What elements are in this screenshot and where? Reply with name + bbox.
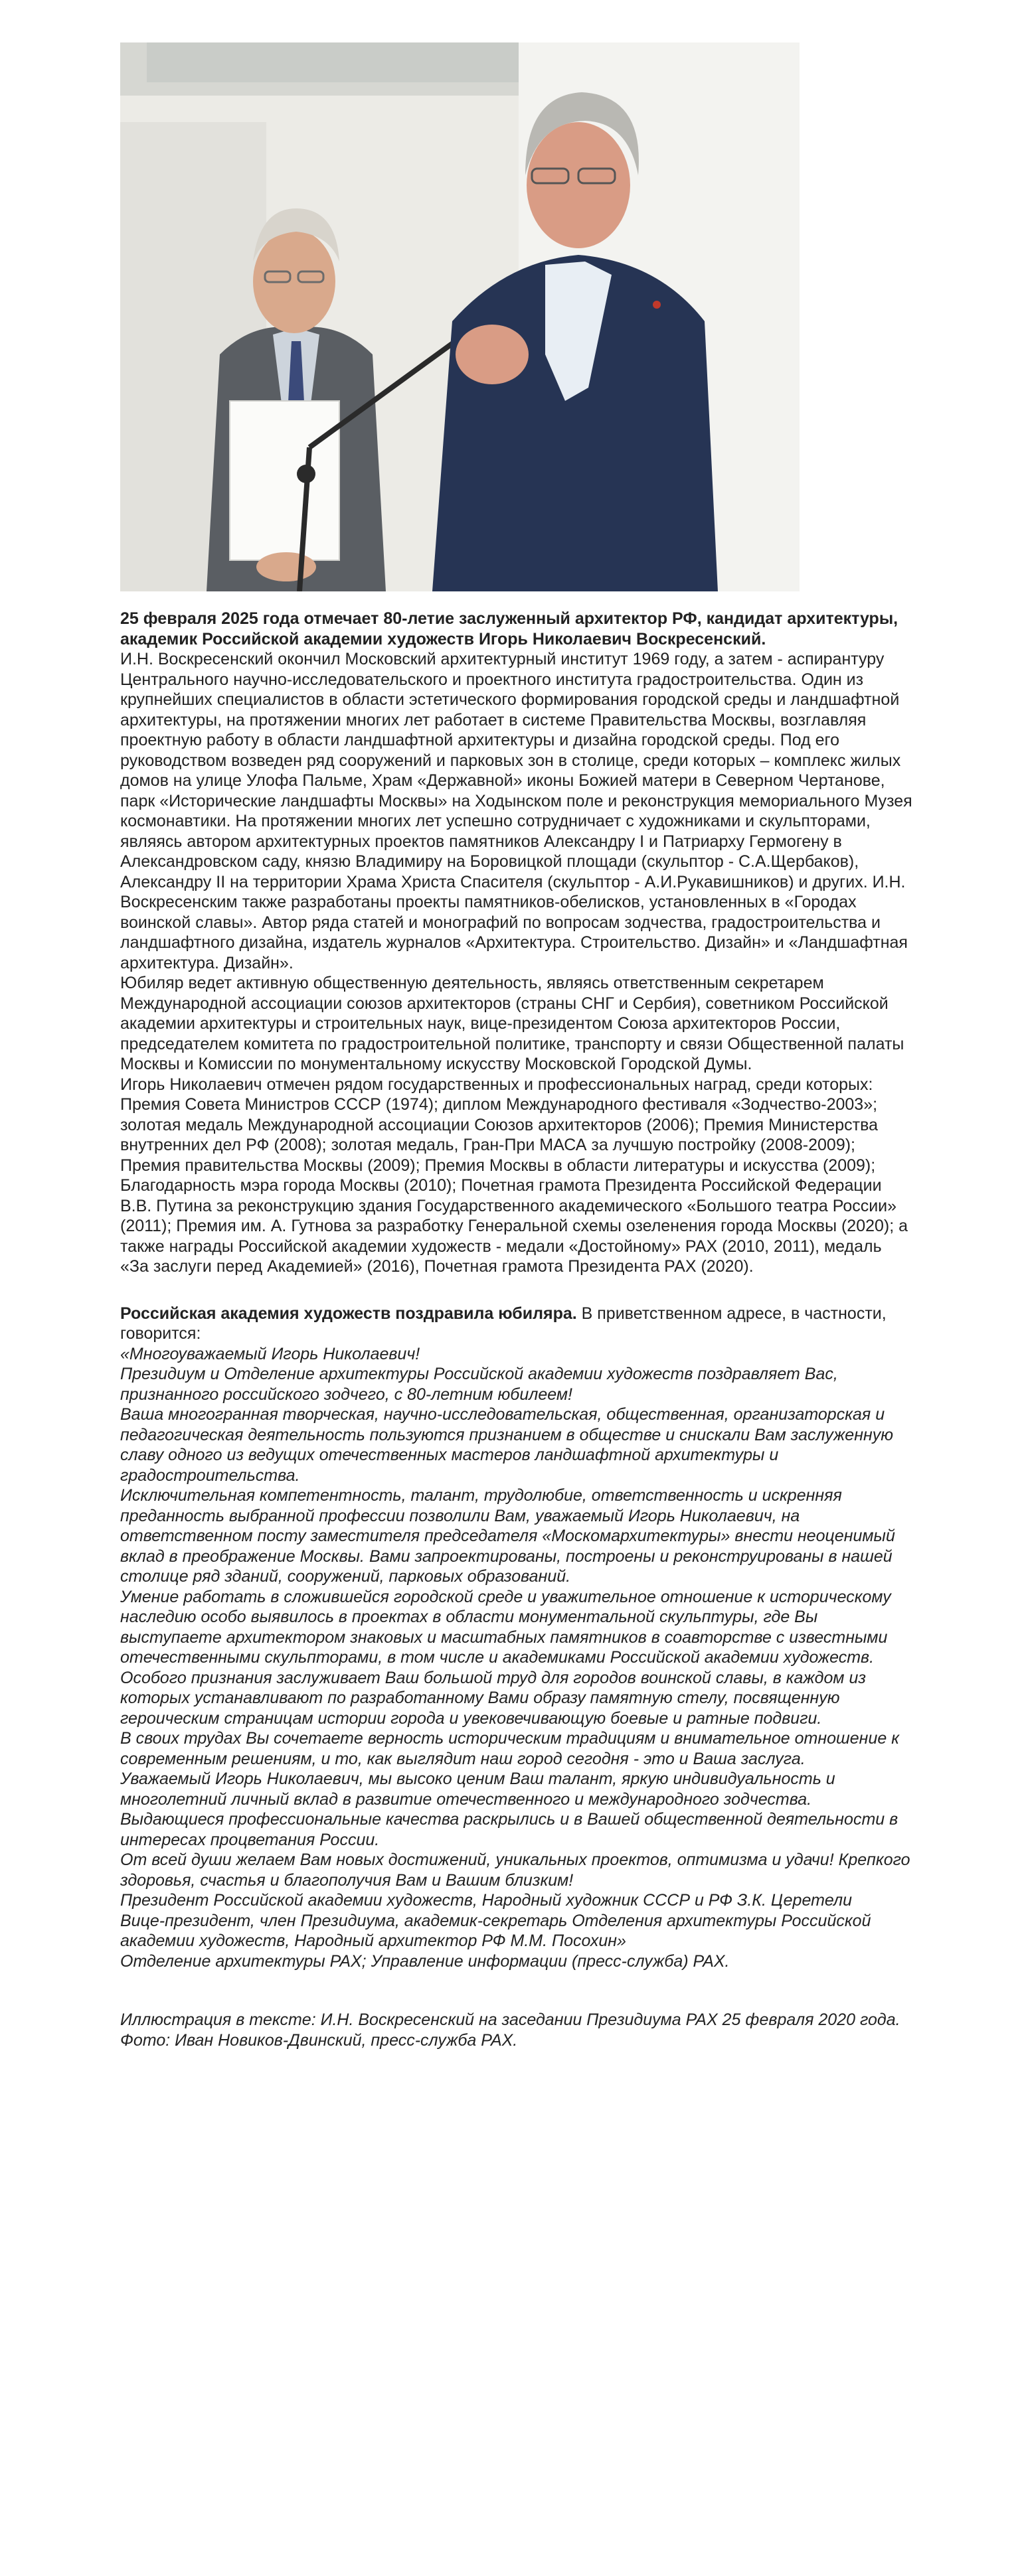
photo-two-men-with-microphone-icon xyxy=(120,42,800,591)
greeting-intro-bold: Российская академия художеств поздравила юбиляра. xyxy=(120,1304,577,1323)
article-paragraph-awards: Игорь Николаевич отмечен рядом государственных и профессиональных наград, среди которых: Премия Совета Министров СССР (1974); диплом Международного фестиваля «Зодчество-2003»; золотая медаль Международной ассоциации Союзов архитекторов (2006); Премия Министерства внутренних дел РФ (2008); золотая медаль, Гран-При МАСА за лучшую постройку (2008-2009); Премия правительства Москвы (2009); Премия Москвы в области литературы и искусства (2009); Благодарность мэра города Москвы (2010); Почетная грамота Президента Российской Федерации В.В. Путина за реконструкцию здания Государственного академического «Большого театра России» (2011); Премия им. А. Гутнова за разработку Генеральной схемы озеленения города Москвы (2020); а также награды Российской академии художеств - медали «Достойному» РАХ (2010, 2011), медаль «За заслуги перед Академией» (2016), Почетная грамота Президента РАХ (2020). xyxy=(120,1075,908,1276)
article xyxy=(120,42,914,2067)
article-paragraph-biography: И.Н. Воскресенский окончил Московский архитектурный институт 1969 году, а затем - аспирантуру Центрального научно-исследовательского и проектного института градостроительства. Один из крупнейших специалистов в области эстетического формирования городской среды и ландшафтной архитектуры, на протяжении многих лет работает в системе Правительства Москвы, возглавляя проектную работу в области ландшафтной архитектуры и дизайна городской среды. Под его руководством возведен ряд сооружений и парковых зон в столице, среди которых – комплекс жилых домов на улице Улофа Пальме, Храм «Державной» иконы Божией матери в Северном Чертанове, парк «Исторические ландшафты Москвы» на Ходынском поле и реконструкция мемориального Музея космонавтики. На протяжении многих лет успешно сотрудничает с художниками и скульпторами, являясь автором архитектурных проектов памятников Александру I и Патриарху Гермогену в Александровском саду, князю Владимиру на Боровицкой площади (скульптор - С.А.Щербаков), Александру II на территории Храма Христа Спасителя (скульптор - А.И.Рукавишников) и других. И.Н. Воскресенским также разработаны проекты памятников-обелисков, установленных в «Городах воинской славы». Автор ряда статей и монографий по вопросам зодчества, градостроительства и ландшафтного дизайна, издатель журналов «Архитектура. Строительство. Дизайн» и «Ландшафтная архитектура. Дизайн». xyxy=(120,650,912,972)
greeting-signature-president: Президент Российской академии художеств, Народный художник СССР и РФ З.К. Церетели xyxy=(120,1891,852,1910)
greeting-line: Исключительная компетентность, талант, трудолюбие, ответственность и искренняя преданность выбранной профессии позволили Вам, уважаемый Игорь Николаевич, на ответственном посту заместителя председателя «Москомархитектуры» внести неоценимый вклад в преображение Москвы. Вами запроектированы, построены и реконструированы в нашей столице ряд зданий, сооружений, парковых образований. xyxy=(120,1486,895,1586)
greeting-line: Ваша многогранная творческая, научно-исследовательская, общественная, организаторская и педагогическая деятельность пользуются признанием в обществе и снискали Вам заслуженную славу одного из ведущих отечественных мастеров ландшафтной архитектуры и градостроительства. xyxy=(120,1405,894,1485)
greeting-line: «Многоуважаемый Игорь Николаевич! xyxy=(120,1344,420,1363)
greeting-intro xyxy=(120,1304,914,1344)
article-photo xyxy=(120,42,800,591)
greeting-signature-vice-president: Вице-президент, член Президиума, академик-секретарь Отделения архитектуры Российской академии художеств, Народный архитектор РФ М.М. Посохин» xyxy=(120,1911,871,1950)
greeting-line: Умение работать в сложившейся городской среде и уважительное отношение к историческому наследию особо выявилось в проектах в области монументальной скульптуры, где Вы выступаете архитектором знаковых и масштабных памятников в соавторстве с известными отечественными скульпторами, в том числе и академиками Российской академии художеств. Особого признания заслуживает Ваш большой труд для городов воинской славы, в каждом из которых устанавливают по разработанному Вами образу памятную стелу, посвященную героическим страницам истории города и увековечивающую боевые и ратные подвиги. xyxy=(120,1587,891,1728)
greeting-address xyxy=(120,1344,914,1972)
greeting-line: Президиум и Отделение архитектуры Российской академии художеств поздравляет Вас, признанного российского зодчего, с 80-летним юбилеем! xyxy=(120,1365,838,1404)
greeting-line: Уважаемый Игорь Николаевич, мы высоко ценим Ваш талант, яркую индивидуальность и многолетний личный вклад в развитие отечественного и международного зодчества. Выдающиеся профессиональные качества раскрылись и в Вашей общественной деятельности в интересах процветания России. xyxy=(120,1770,898,1849)
greeting-line: В своих трудах Вы сочетаете верность историческим традициям и внимательное отношение к современным решениям, и то, как выглядит наш город сегодня - это и Ваша заслуга. xyxy=(120,1729,899,1768)
photo-caption: Иллюстрация в тексте: И.Н. Воскресенский на заседании Президиума РАХ 25 февраля 2020 года. Фото: Иван Новиков-Двинский, пресс-служба РАХ. xyxy=(120,2010,900,2050)
spacer xyxy=(120,1277,914,1304)
greeting-intro-rest: В приветственном адресе, в частности, говорится: xyxy=(120,1304,887,1343)
greeting-source: Отделение архитектуры РАХ; Управление информации (пресс-служба) РАХ. xyxy=(120,1951,730,1971)
article-paragraph-public-activity: Юбиляр ведет активную общественную деятельность, являясь ответственным секретарем Международной ассоциации союзов архитекторов (страны СНГ и Сербия), советником Российской академии архитектуры и строительных наук, вице-президентом Союза архитекторов России, председателем комитета по градостроительной политике, транспорту и связи Общественной палаты Москвы и Комиссии по монументальному искусству Московской Городской Думы. xyxy=(120,974,904,1073)
greeting-line: От всей души желаем Вам новых достижений, уникальных проектов, оптимизма и удачи! Крепкого здоровья, счастья и благополучия Вам и Вашим близким! xyxy=(120,1851,910,1890)
article-lead: 25 февраля 2025 года отмечает 80-летие заслуженный архитектор РФ, кандидат архитектуры, академик Российской академии художеств Игорь Николаевич Воскресенский. xyxy=(120,609,898,648)
